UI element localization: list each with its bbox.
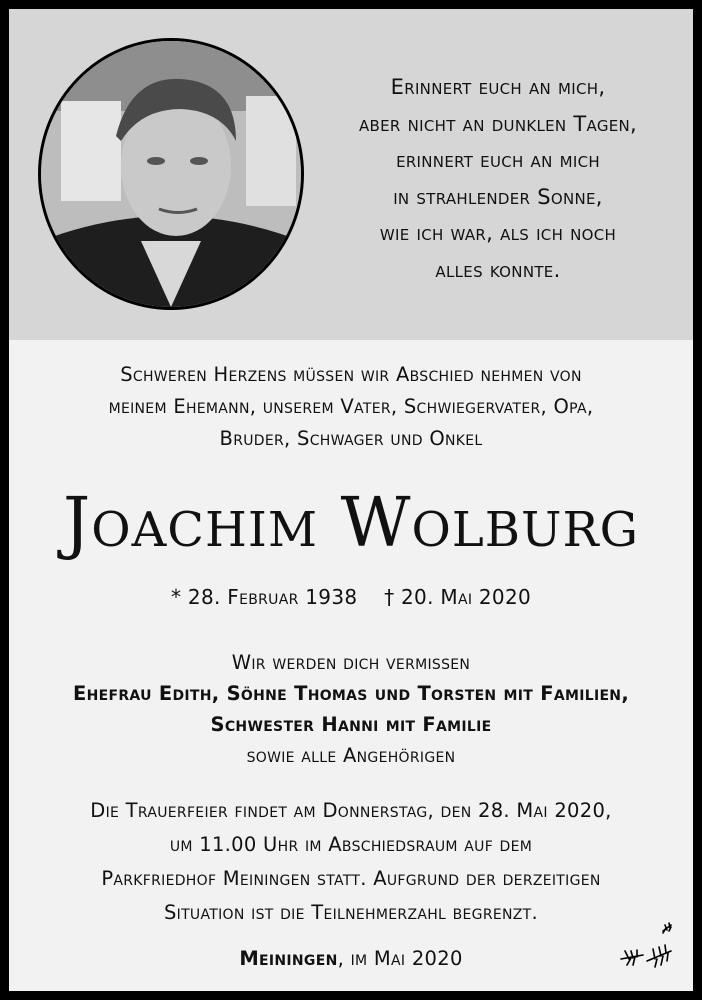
- header-band: [9, 9, 693, 340]
- death-date: † 20. Mai 2020: [384, 585, 532, 609]
- poem-line: Erinnert euch an mich,: [390, 75, 606, 99]
- intro-line: meinem Ehemann, unserem Vater, Schwiegervater, Opa,: [108, 395, 594, 418]
- place-date: [9, 943, 693, 975]
- service-line: Die Trauerfeier findet am Donnerstag, den 28. Mai 2020,: [90, 799, 612, 822]
- family-line: Schwester Hanni mit Familie: [210, 713, 492, 736]
- place-city: Meiningen: [239, 947, 338, 970]
- poem-line: in strahlender Sonne,: [393, 184, 603, 209]
- life-dates: [9, 581, 693, 613]
- poem-line: erinnert euch an mich: [396, 148, 600, 172]
- family-line: Ehefrau Edith, Söhne Thomas und Torsten mit Familien,: [72, 682, 630, 705]
- intro-line: Schweren Herzens müssen wir Abschied nehmen von: [120, 363, 582, 386]
- funeral-service-info: [9, 794, 693, 930]
- birth-date: * 28. Februar 1938: [170, 585, 358, 609]
- poem-line: aber nicht an dunklen Tagen,: [358, 111, 638, 136]
- memorial-poem: [314, 69, 682, 288]
- pine-sprig-icon: [613, 921, 677, 973]
- place-rest: , im Mai 2020: [337, 947, 463, 970]
- mourners-tail: sowie alle Angehörigen: [246, 744, 456, 767]
- mourners: [9, 647, 693, 771]
- service-line: Situation ist die Teilnehmerzahl begrenzt.: [163, 901, 539, 924]
- deceased-name: Joachim Wolburg: [63, 484, 639, 563]
- portrait-photo: [38, 38, 304, 310]
- intro-text: [9, 359, 693, 455]
- service-line: Parkfriedhof Meiningen statt. Aufgrund der derzeitigen: [101, 867, 601, 890]
- poem-line: alles konnte.: [435, 257, 561, 282]
- poem-line: wie ich war, als ich noch: [379, 221, 617, 245]
- portrait-illustration: [41, 41, 301, 307]
- service-line: um 11.00 Uhr im Abschiedsraum auf dem: [169, 833, 533, 856]
- intro-line: Bruder, Schwager und Onkel: [219, 427, 483, 450]
- mourners-lead: Wir werden dich vermissen: [231, 651, 471, 674]
